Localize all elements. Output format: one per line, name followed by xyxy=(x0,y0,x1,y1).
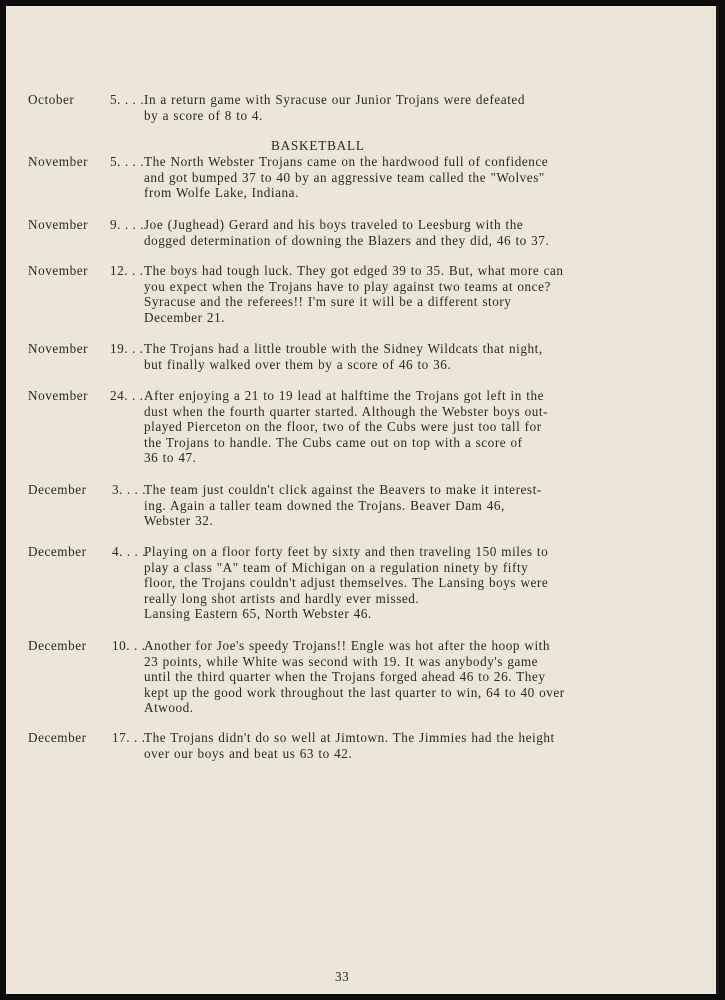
entry-day: 10. . . xyxy=(112,638,146,653)
entry-date xyxy=(6,154,145,216)
entry-line: Atwood. xyxy=(144,700,194,716)
entry-line: Playing on a floor forty feet by sixty and then traveling 150 miles to xyxy=(144,544,549,559)
entry-line: Webster 32. xyxy=(144,513,214,529)
entry-text xyxy=(144,482,664,529)
entry-day: 19. . . xyxy=(110,341,144,356)
entry-line: Lansing Eastern 65, North Webster 46. xyxy=(144,606,372,622)
entry-date xyxy=(6,544,147,606)
entry-line: play a class "A" team of Michigan on a regulation ninety by fifty xyxy=(144,559,529,575)
entry-month: November xyxy=(28,154,89,169)
entry-day: 24. . . xyxy=(110,388,144,403)
entry-date xyxy=(6,638,146,700)
entry-text xyxy=(144,154,664,201)
entry-line: The Trojans didn't do so well at Jimtown. The Jimmies had the height xyxy=(144,730,555,745)
document-page xyxy=(6,6,719,994)
entry-line: 23 points, while White was second with 19. It was anybody's game xyxy=(144,653,539,669)
entry-text xyxy=(144,544,664,622)
entry-month: December xyxy=(28,544,87,559)
entry-line: played Pierceton on the floor, two of the Cubs were just too tall for xyxy=(144,419,542,435)
entry-line: but finally walked over them by a score of 46 to 36. xyxy=(144,356,452,372)
entry-day: 5. . . . xyxy=(110,92,145,107)
entry-date xyxy=(6,482,147,544)
entry-line: Joe (Jughead) Gerard and his boys traveled to Leesburg with the xyxy=(144,217,524,232)
entry-line: by a score of 8 to 4. xyxy=(144,107,263,123)
entry-line: After enjoying a 21 to 19 lead at halftime the Trojans got left in the xyxy=(144,388,545,403)
entry-month: November xyxy=(28,263,89,278)
entry-date xyxy=(6,92,145,154)
entry-line: and got bumped 37 to 40 by an aggressive team called the "Wolves" xyxy=(144,169,545,185)
entry-line: The boys had tough luck. They got edged 39 to 35. But, what more can xyxy=(144,263,564,278)
entry-month: December xyxy=(28,730,87,745)
entry-line: dust when the fourth quarter started. Although the Webster boys out- xyxy=(144,403,549,419)
entry-day: 12. . . xyxy=(110,263,144,278)
entry-text xyxy=(144,730,664,761)
entry-month: November xyxy=(28,341,89,356)
entry-line: The North Webster Trojans came on the hardwood full of confidence xyxy=(144,154,549,169)
entry-text xyxy=(144,92,664,123)
entry-day: 4. . . . xyxy=(112,544,147,559)
entry-line: until the third quarter when the Trojans forged ahead 46 to 26. They xyxy=(144,669,546,685)
entry-month: December xyxy=(28,638,87,653)
entry-date xyxy=(6,730,146,792)
entry-day: 5. . . . xyxy=(110,154,145,169)
entry-month: November xyxy=(28,388,89,403)
page-number: 33 xyxy=(335,969,350,984)
entry-line: Syracuse and the referees!! I'm sure it will be a different story xyxy=(144,294,512,310)
entry-text xyxy=(144,388,664,466)
entry-line: really long shot artists and hardly ever missed. xyxy=(144,590,420,606)
entry-date xyxy=(6,388,142,450)
entry-day: 3. . . . xyxy=(112,482,147,497)
entry-line: The team just couldn't click against the Beavers to make it interest- xyxy=(144,482,542,497)
entry-month: October xyxy=(28,92,75,107)
entry-line: kept up the good work throughout the last quarter to win, 64 to 40 over xyxy=(144,684,565,700)
entry-text xyxy=(144,217,664,248)
entry-line: In a return game with Syracuse our Junior Trojans were defeated xyxy=(144,92,525,107)
entry-text xyxy=(144,341,664,372)
entry-line: Another for Joe's speedy Trojans!! Engle was hot after the hoop with xyxy=(144,638,551,653)
entry-text xyxy=(144,263,664,325)
entry-line: from Wolfe Lake, Indiana. xyxy=(144,185,299,201)
entry-line: ing. Again a taller team downed the Trojans. Beaver Dam 46, xyxy=(144,497,505,513)
entry-line: the Trojans to handle. The Cubs came out on top with a score of xyxy=(144,434,523,450)
entry-line: you expect when the Trojans have to play against two teams at once? xyxy=(144,278,551,294)
entry-month: December xyxy=(28,482,87,497)
entry-day: 9. . . . xyxy=(110,217,145,232)
entry-month: November xyxy=(28,217,89,232)
entry-text xyxy=(144,638,664,716)
section-heading: BASKETBALL xyxy=(271,138,365,153)
entry-line: December 21. xyxy=(144,309,226,325)
entry-line: over our boys and beat us 63 to 42. xyxy=(144,745,353,761)
entry-line: dogged determination of downing the Blazers and they did, 46 to 37. xyxy=(144,232,550,248)
entry-line: 36 to 47. xyxy=(144,450,197,466)
entry-day: 17. . . xyxy=(112,730,146,745)
entry-line: The Trojans had a little trouble with the Sidney Wildcats that night, xyxy=(144,341,543,356)
entry-date xyxy=(6,263,142,325)
entry-line: floor, the Trojans couldn't adjust themselves. The Lansing boys were xyxy=(144,575,549,591)
